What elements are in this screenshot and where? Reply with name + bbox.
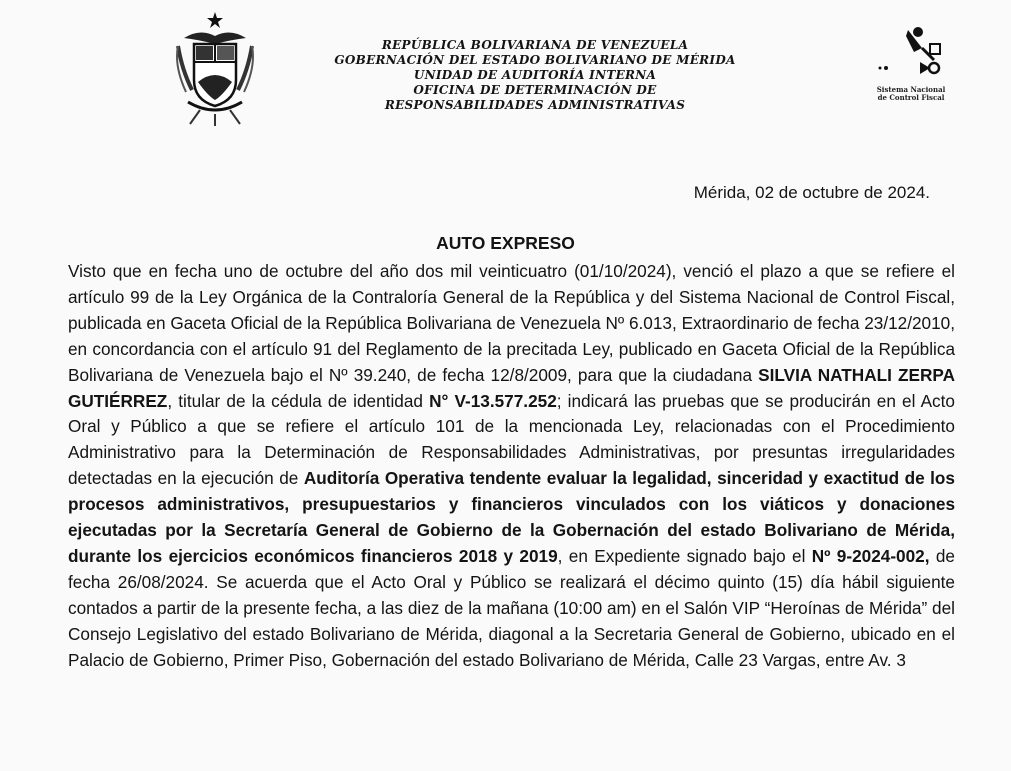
body-text-segment: , en Expediente signado bajo el <box>557 545 812 566</box>
seal-caption-line: Sistema Nacional <box>876 85 946 94</box>
body-text-segment: de fecha 26/08/2024. Se acuerda que el Acto Oral y Público se realizará el décimo quinto (15) día hábil siguiente contados a partir de la presente fecha, a las diez de la mañana (10:00 am) en el Salón VIP “Heroínas de Mérida” del Consejo Legislativo del estado Bolivariano de Mérida, diagonal a la Secretaria General de Gobierno, ubicado en el Palacio de Gobierno, Primer Piso, Gobernación del estado Bolivariano de Mérida, Calle 23 Vargas, entre Av. 3 <box>68 545 955 670</box>
person-name: SILVIA NATHALI ZERPA GUTIÉRREZ <box>68 364 955 411</box>
institution-header <box>300 38 770 113</box>
header-line: UNIDAD DE AUDITORÍA INTERNA <box>413 68 657 82</box>
document-date: Mérida, 02 de octubre de 2024. <box>693 183 930 202</box>
document-title: AUTO EXPRESO <box>436 233 575 253</box>
header-line: GOBERNACIÓN DEL ESTADO BOLIVARIANO DE MÉRIDA <box>334 53 736 67</box>
coat-of-arms-icon <box>170 10 260 128</box>
header-line: REPÚBLICA BOLIVARIANA DE VENEZUELA <box>381 38 689 52</box>
header-line: RESPONSABILIDADES ADMINISTRATIVAS <box>384 98 686 112</box>
header-line: OFICINA DE DETERMINACIÓN DE <box>413 83 657 97</box>
body-text-segment: , titular de la cédula de identidad <box>167 390 430 411</box>
audit-description: Auditoría Operativa tendente evaluar la legalidad, sinceridad y exactitud de los procesos administrativos, presupuestarios y financieros vinculados con los viáticos y donaciones ejecutadas por la Secretaría General de Gobierno de la Gobernación del estado Bolivariano de Mérida, durante los ejercicios económicos financieros 2018 y 2019 <box>68 468 955 566</box>
seal-caption <box>866 86 956 102</box>
id-number: N° V-13.577.252 <box>429 390 557 411</box>
file-number: Nº 9-2024-002, <box>811 545 930 566</box>
body-text-segment: Visto que en fecha uno de octubre del año dos mil veinticuatro (01/10/2024), venció el plazo a que se refiere el artículo 99 de la Ley Orgánica de la Contraloría General de la República y del Sistema Nacional de Control Fiscal, publicada en Gaceta Oficial de la República Bolivariana de Venezuela Nº 6.013, Extraordinario de fecha 23/12/2010, en concordancia con el artículo 91 del Reglamento de la precitada Ley, publicado en Gaceta Oficial de la República Bolivariana de Venezuela bajo el Nº 39.240, de fecha 12/8/2009, para que la ciudadana <box>68 261 955 385</box>
body-text-segment: ; indicará las pruebas que se producirán en el Acto Oral y Público a que se refiere el artículo 101 de la mencionada Ley, relacionadas con el Procedimiento Administrativo para la Determinación de Responsabilidades Administrativas, por presuntas irregularidades detectadas en la ejecución de <box>68 390 955 489</box>
seal-caption-line: de Control Fiscal <box>877 93 945 102</box>
body-paragraph <box>68 259 955 674</box>
